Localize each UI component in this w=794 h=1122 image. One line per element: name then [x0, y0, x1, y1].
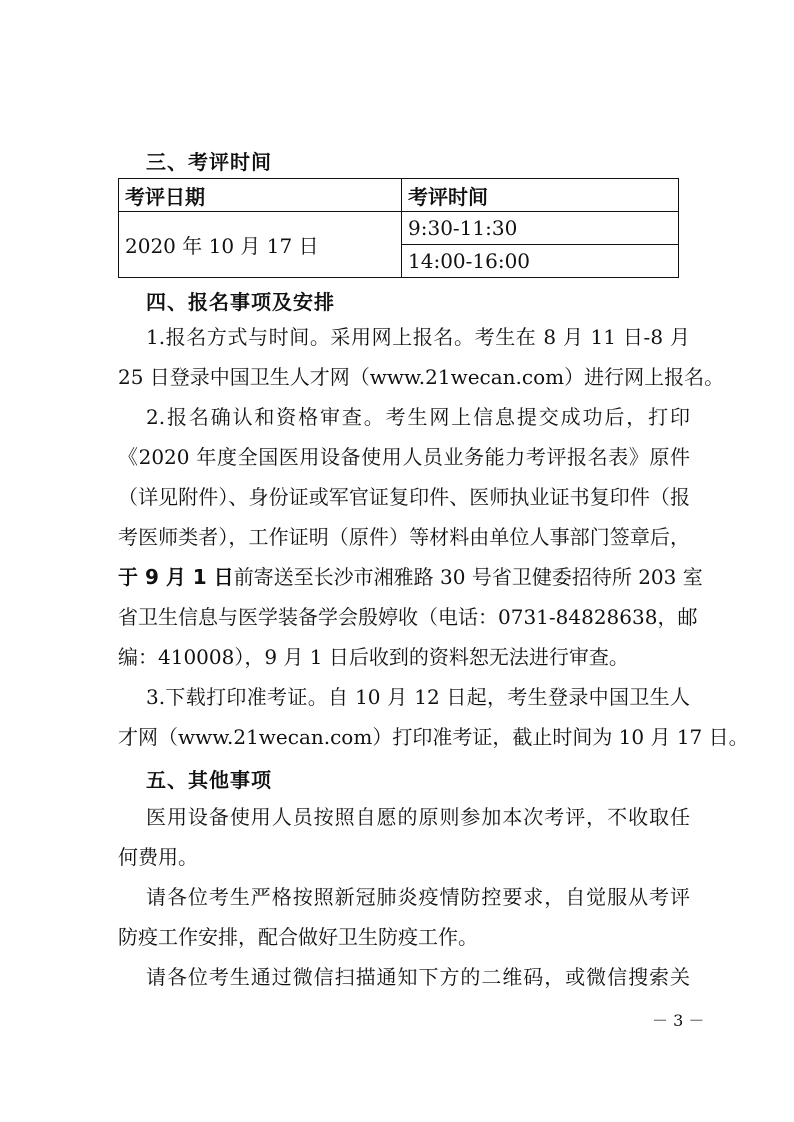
exam-schedule-table — [118, 178, 679, 278]
paragraph-line: 省卫生信息与医学装备学会殷婷收（电话：0731-84828638，邮 — [118, 605, 698, 629]
paragraph-line — [118, 563, 703, 591]
paragraph-line: 请各位考生通过微信扫描通知下方的二维码，或微信搜索关 — [146, 965, 690, 989]
table-header-date: 考评日期 — [119, 179, 402, 212]
table-cell-morning-slot: 9:30-11:30 — [402, 212, 679, 245]
page-number: － 3 － — [652, 1011, 705, 1030]
paragraph-line-rest: 前寄送至长沙市湘雅路 30 号省卫健委招待所 203 室 — [233, 565, 703, 589]
table-cell-afternoon-slot: 14:00-16:00 — [402, 245, 679, 278]
table-cell-date: 2020 年 10 月 17 日 — [119, 212, 402, 278]
paragraph-line: （详见附件）、身份证或军官证复印件、医师执业证书复印件（报 — [118, 485, 690, 509]
paragraph-line: 何费用。 — [118, 845, 198, 869]
paragraph-line: 请各位考生严格按照新冠肺炎疫情防控要求，自觉服从考评 — [146, 885, 690, 909]
paragraph-line: 编：410008），9 月 1 日后收到的资料恕无法进行审查。 — [118, 645, 629, 669]
table-header-time: 考评时间 — [402, 179, 679, 212]
paragraph-line: 防疫工作安排，配合做好卫生防疫工作。 — [118, 925, 478, 949]
paragraph-line: 3.下载打印准考证。自 10 月 12 日起，考生登录中国卫生人 — [146, 685, 690, 709]
paragraph-line: 《2020 年度全国医用设备使用人员业务能力考评报名表》原件 — [118, 445, 690, 469]
deadline-bold-text: 于 9 月 1 日 — [118, 565, 234, 589]
paragraph-line: 考医师类者），工作证明（原件）等材料由单位人事部门签章后， — [118, 525, 690, 549]
section-heading-exam-time: 三、考评时间 — [146, 150, 272, 174]
paragraph-line: 1.报名方式与时间。采用网上报名。考生在 8 月 11 日-8 月 — [146, 325, 690, 349]
paragraph-line: 医用设备使用人员按照自愿的原则参加本次考评，不收取任 — [146, 805, 690, 829]
paragraph-line: 25 日登录中国卫生人才网（www.21wecan.com）进行网上报名。 — [118, 365, 725, 389]
paragraph-line: 2.报名确认和资格审查。考生网上信息提交成功后，打印 — [146, 405, 690, 429]
section-heading-registration: 四、报名事项及安排 — [146, 290, 335, 314]
paragraph-line: 才网（www.21wecan.com）打印准考证，截止时间为 10 月 17 日。 — [118, 725, 749, 749]
section-heading-other: 五、其他事项 — [146, 768, 272, 792]
